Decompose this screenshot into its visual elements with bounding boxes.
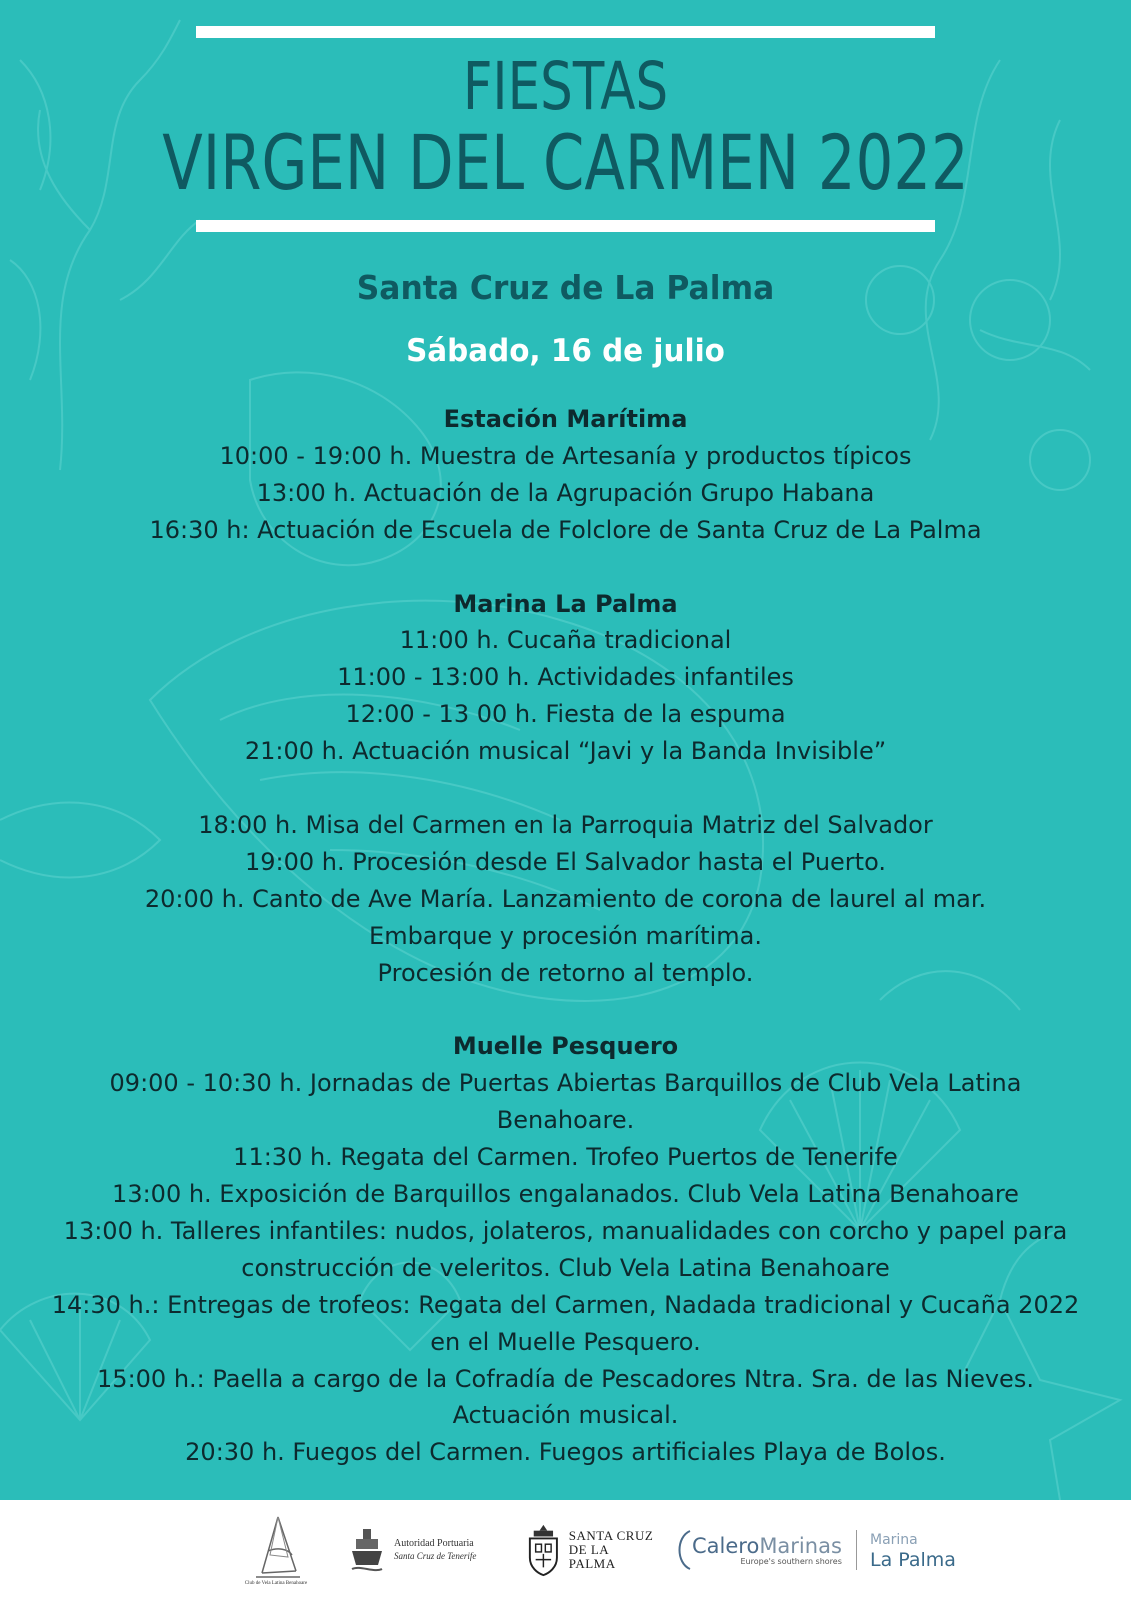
program-line: 10:00 - 19:00 h. Muestra de Artesanía y productos típicos bbox=[219, 441, 912, 470]
marina-la-palma-logo bbox=[870, 1500, 980, 1600]
event-date: Sábado, 16 de julio bbox=[406, 333, 725, 369]
program-line: 11:30 h. Regata del Carmen. Trofeo Puertos de Tenerife bbox=[233, 1143, 898, 1172]
program-line: 11:00 h. Cucaña tradicional bbox=[399, 626, 732, 655]
program-line: 12:00 - 13 00 h. Fiesta de la espuma bbox=[345, 700, 786, 729]
calero-arc-icon bbox=[672, 1527, 692, 1573]
section-heading: Estación Marítima bbox=[443, 405, 688, 433]
coat-of-arms-icon bbox=[526, 1522, 561, 1578]
program-line: Embarque y procesión marítima. bbox=[369, 921, 762, 950]
program-line: en el Muelle Pesquero. bbox=[430, 1327, 701, 1356]
logo-divider bbox=[856, 1530, 857, 1570]
club-vela-latina-logo bbox=[236, 1500, 316, 1600]
marinas-name: Marinas bbox=[759, 1533, 842, 1558]
section-estacion-maritima bbox=[20, 401, 1111, 549]
section-religious-events bbox=[20, 807, 1111, 992]
title-line-1: FIESTAS bbox=[462, 48, 669, 125]
calero-tagline: Europe's southern shores bbox=[740, 1556, 842, 1566]
bottom-divider-rule bbox=[196, 220, 935, 232]
program-line: 18:00 h. Misa del Carmen en la Parroquia Matriz del Salvador bbox=[198, 810, 933, 839]
calero-marinas-logo bbox=[672, 1500, 852, 1600]
program-line: 21:00 h. Actuación musical “Javi y la Banda Invisible” bbox=[244, 737, 887, 766]
program-line: 20:30 h. Fuegos del Carmen. Fuegos artificiales Playa de Bolos. bbox=[185, 1438, 946, 1467]
santa-cruz-name-line1: SANTA CRUZ bbox=[568, 1528, 654, 1543]
event-program bbox=[20, 401, 1111, 1471]
program-line: Procesión de retorno al templo. bbox=[377, 958, 754, 987]
top-divider-rule bbox=[196, 26, 935, 38]
club-vela-latina-caption: Club de Vela Latina Benahoare bbox=[244, 1580, 308, 1586]
marina-label: Marina bbox=[870, 1532, 918, 1548]
santa-cruz-name-line2: DE LA PALMA bbox=[568, 1542, 616, 1571]
ship-icon bbox=[350, 1525, 384, 1575]
autoridad-portuaria-location: Santa Cruz de Tenerife bbox=[394, 1551, 477, 1561]
program-line: 13:00 h. Actuación de la Agrupación Grupo Habana bbox=[256, 478, 875, 507]
sponsor-footer bbox=[0, 1500, 1131, 1600]
calero-name: Calero bbox=[692, 1533, 760, 1558]
city-subtitle: Santa Cruz de La Palma bbox=[356, 268, 775, 307]
section-muelle-pesquero bbox=[20, 1028, 1111, 1471]
program-line: 09:00 - 10:30 h. Jornadas de Puertas Abiertas Barquillos de Club Vela Latina bbox=[109, 1069, 1022, 1098]
program-line: Benahoare. bbox=[496, 1106, 635, 1135]
program-line: 11:00 - 13:00 h. Actividades infantiles bbox=[337, 663, 794, 692]
section-marina-la-palma bbox=[20, 586, 1111, 771]
santa-cruz-de-la-palma-logo bbox=[526, 1500, 656, 1600]
program-line: 16:30 h: Actuación de Escuela de Folclore de Santa Cruz de La Palma bbox=[149, 515, 982, 544]
la-palma-label: La Palma bbox=[870, 1549, 956, 1571]
title-line-2: VIRGEN DEL CARMEN 2022 bbox=[162, 118, 969, 207]
program-line: 13:00 h. Exposición de Barquillos engalanados. Club Vela Latina Benahoare bbox=[112, 1179, 1019, 1208]
program-line: 14:30 h.: Entregas de trofeos: Regata del Carmen, Nadada tradicional y Cucaña 2022 bbox=[51, 1290, 1080, 1319]
section-heading: Marina La Palma bbox=[453, 589, 678, 618]
autoridad-portuaria-name: Autoridad Portuaria bbox=[394, 1538, 474, 1549]
autoridad-portuaria-logo bbox=[350, 1500, 490, 1600]
section-heading: Muelle Pesquero bbox=[452, 1032, 679, 1061]
sailboat-icon bbox=[248, 1515, 304, 1581]
program-line: 20:00 h. Canto de Ave María. Lanzamiento de corona de laurel al mar. bbox=[144, 884, 987, 913]
program-line: 13:00 h. Talleres infantiles: nudos, jolateros, manualidades con corcho y papel para bbox=[63, 1216, 1068, 1245]
program-line: 19:00 h. Procesión desde El Salvador hasta el Puerto. bbox=[245, 847, 886, 876]
program-line: Actuación musical. bbox=[452, 1401, 679, 1430]
program-line: construcción de veleritos. Club Vela Latina Benahoare bbox=[241, 1253, 890, 1282]
program-line: 15:00 h.: Paella a cargo de la Cofradía de Pescadores Ntra. Sra. de las Nieves. bbox=[97, 1364, 1034, 1393]
